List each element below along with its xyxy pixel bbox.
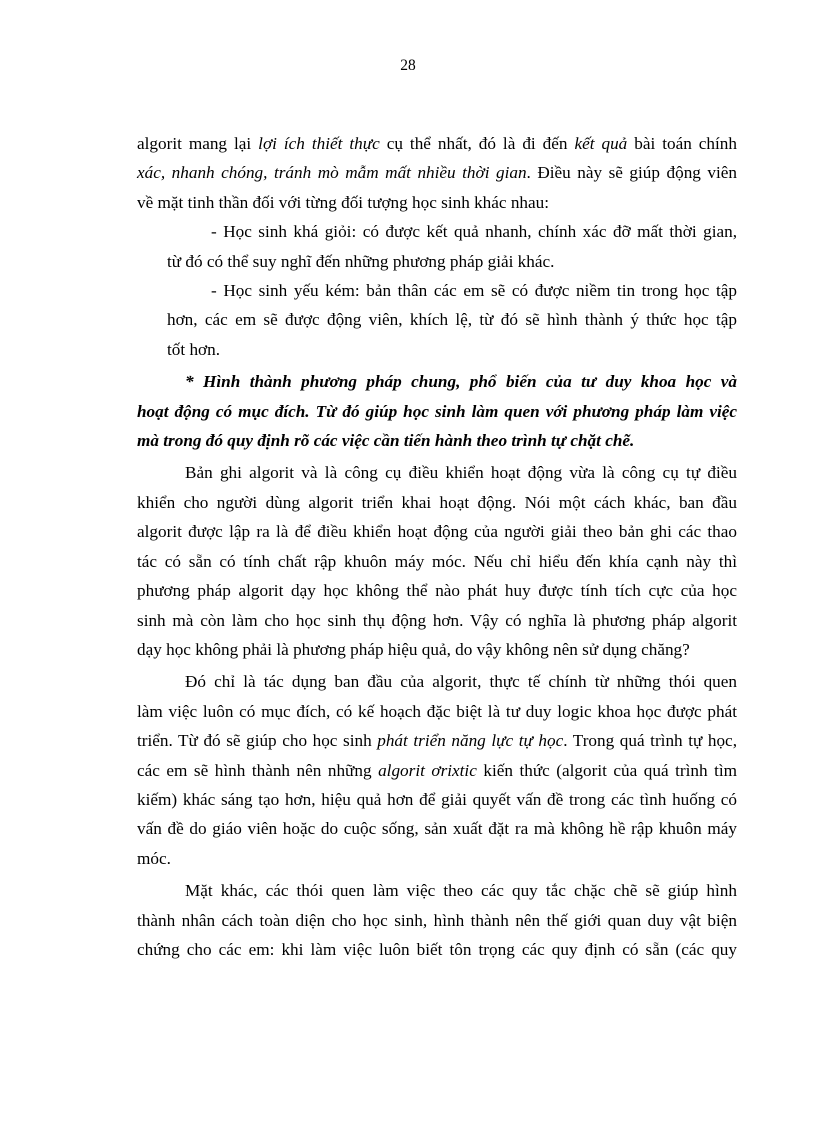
text-line: tốt hơn.	[167, 339, 221, 359]
text-line: xác, nhanh chóng, tránh mò mẫm mất nhiều thời gian. Điều này sẽ giúp động viên	[137, 163, 737, 183]
text-line: chứng cho các em: khi làm việc luôn biết tôn trọng các quy định có sẵn (các quy	[137, 939, 737, 959]
list-item-good-students	[137, 217, 737, 276]
text-line: các em sẽ hình thành nên những algorit ơrixtic kiến thức (algorit của quá trình tìm	[137, 760, 738, 780]
text-line: mà trong đó quy định rõ các việc cần tiến hành theo trình tự chặt chẽ.	[137, 431, 635, 451]
text-line: về mặt tinh thần đối với từng đối tượng học sinh khác nhau:	[137, 192, 550, 212]
section-heading	[137, 367, 737, 455]
text-line: vấn đề do giáo viên hoặc do cuộc sống, sản xuất đặt ra mà không hề rập khuôn máy	[137, 819, 737, 839]
paragraph-benefits	[137, 129, 737, 217]
paragraph-habits	[137, 876, 737, 964]
text-line: Đó chỉ là tác dụng ban đầu của algorit, thực tế chính từ những thói quen	[185, 672, 737, 692]
document-body	[137, 129, 737, 964]
text-line: dạy học không phải là phương pháp hiệu quả, do vậy không nên sử dụng chăng?	[137, 639, 690, 659]
list-item-weak-students	[137, 276, 737, 364]
text-line: từ đó có thể suy nghĩ đến những phương pháp giải khác.	[167, 251, 555, 271]
text-line: kiếm) khác sáng tạo hơn, hiệu quả hơn để giải quyết vấn đề trong các tình huống có	[137, 789, 737, 809]
text-line: móc.	[137, 848, 171, 868]
text-line: triển. Từ đó sẽ giúp cho học sinh phát triển năng lực tự học. Trong quá trình tự học,	[137, 731, 737, 751]
text-line: làm việc luôn có mục đích, có kế hoạch đặc biệt là tư duy logic khoa học được phát	[137, 701, 737, 721]
text-line: hơn, các em sẽ được động viên, khích lệ, từ đó sẽ hình thành ý thức học tập	[167, 310, 737, 330]
text-line: - Học sinh yếu kém: bản thân các em sẽ có được niềm tin trong học tập	[211, 281, 737, 301]
paragraph-initial-effect	[137, 667, 737, 873]
text-line: Bản ghi algorit và là công cụ điều khiển hoạt động vừa là công cụ tự điều	[185, 463, 737, 483]
text-line: tác có sẵn có tính chất rập khuôn máy móc. Nếu chỉ hiểu đến khía cạnh này thì	[137, 551, 737, 571]
text-line: algorit được lập ra là để điều khiển hoạt động của người giải theo bản ghi các thao	[137, 522, 737, 542]
text-line: thành nhân cách toàn diện cho học sinh, hình thành nên thế giới quan duy vật biện	[137, 910, 737, 930]
text-line: * Hình thành phương pháp chung, phổ biến của tư duy khoa học và	[185, 372, 737, 392]
text-line: Mặt khác, các thói quen làm việc theo các quy tắc chặc chẽ sẽ giúp hình	[185, 881, 737, 901]
text-line: khiển cho người dùng algorit triển khai hoạt động. Nói một cách khác, ban đầu	[137, 492, 737, 512]
text-line: hoạt động có mục đích. Từ đó giúp học sinh làm quen với phương pháp làm việc	[137, 401, 737, 421]
text-line: sinh mà còn làm cho học sinh thụ động hơn. Vậy có nghĩa là phương pháp algorit	[137, 610, 737, 630]
page-number: 28	[400, 57, 416, 74]
text-line: algorit mang lại lợi ích thiết thực cụ thể nhất, đó là đi đến kết quả bài toán chính	[137, 134, 737, 153]
paragraph-algorit-record	[137, 458, 737, 664]
text-line: - Học sinh khá giỏi: có được kết quả nhanh, chính xác đỡ mất thời gian,	[211, 222, 737, 242]
text-line: phương pháp algorit dạy học không thể nào phát huy được tính tích cực của học	[137, 581, 737, 601]
